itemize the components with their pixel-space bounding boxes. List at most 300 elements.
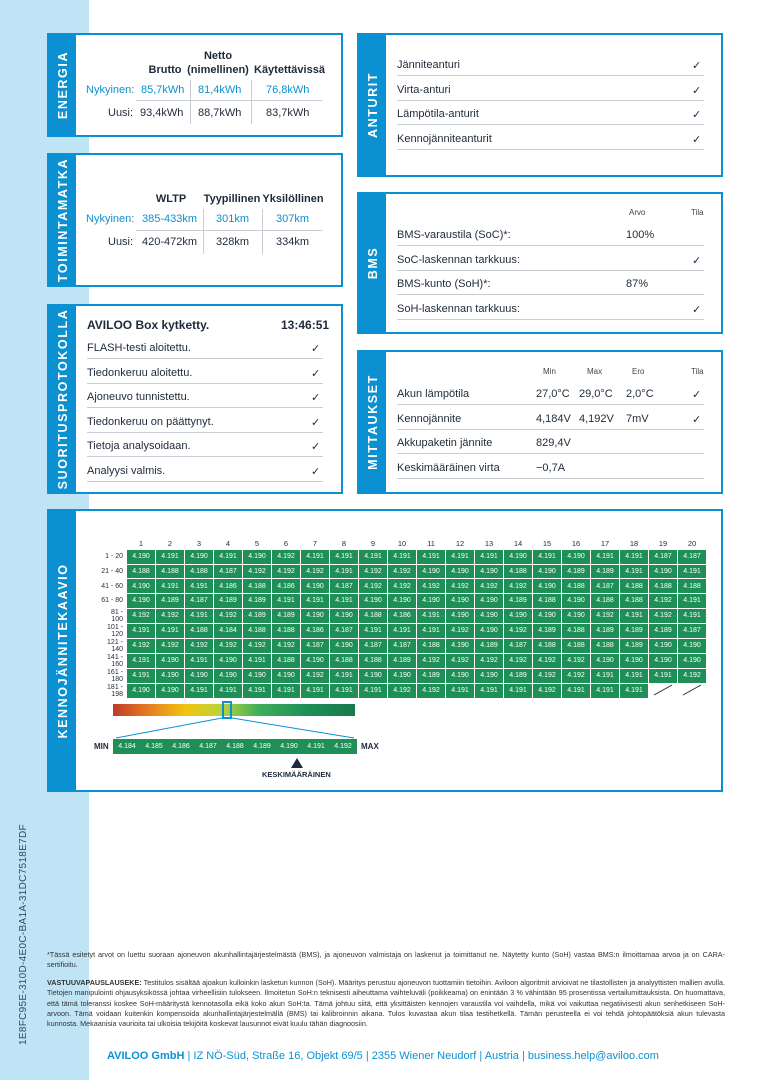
cell-voltage: 4.191 bbox=[359, 684, 387, 698]
cell-voltage: 4.190 bbox=[475, 609, 503, 623]
cell-voltage: 4.189 bbox=[243, 594, 271, 608]
grid-row-label: 61 - 80 bbox=[101, 597, 123, 605]
cell-voltage: 4.190 bbox=[562, 594, 590, 608]
cell-voltage: 4.191 bbox=[301, 550, 329, 564]
suoritus-item: Tietoja analysoidaan. bbox=[87, 440, 191, 453]
cell-voltage: 4.189 bbox=[649, 624, 677, 638]
legend-value: 4.191 bbox=[302, 739, 330, 754]
cell-voltage: 4.188 bbox=[127, 565, 155, 579]
cell-voltage: 4.192 bbox=[301, 669, 329, 683]
grid-row bbox=[98, 624, 706, 638]
empty-cell-icon bbox=[678, 684, 706, 698]
cell-voltage: 4.189 bbox=[620, 639, 648, 653]
bms-divider bbox=[397, 294, 704, 295]
cell-voltage: 4.192 bbox=[156, 639, 184, 653]
grid-column-header: 7 bbox=[312, 538, 318, 548]
cell-voltage: 4.189 bbox=[156, 594, 184, 608]
toimintamatka-vline-2 bbox=[262, 209, 263, 254]
grid-row bbox=[98, 579, 706, 593]
footer-sep-3: | bbox=[479, 1050, 485, 1062]
cell-voltage: 4.191 bbox=[127, 669, 155, 683]
mittaukset-divider bbox=[397, 478, 704, 479]
grid-row bbox=[98, 609, 706, 623]
cell-voltage: 4.191 bbox=[359, 550, 387, 564]
cell-voltage: 4.191 bbox=[620, 669, 648, 683]
toimintamatka-divider bbox=[136, 230, 322, 231]
anturit-divider bbox=[397, 75, 704, 76]
cell-voltage: 4.192 bbox=[359, 579, 387, 593]
cell-voltage: 4.192 bbox=[533, 669, 561, 683]
cell-voltage: 4.191 bbox=[388, 624, 416, 638]
cell-voltage: 4.190 bbox=[446, 669, 474, 683]
cell-voltage: 4.190 bbox=[678, 639, 706, 653]
cell-voltage: 4.188 bbox=[272, 654, 300, 668]
energia-col-netto-2: (nimellinen) bbox=[187, 64, 249, 76]
cell-voltage: 4.190 bbox=[649, 654, 677, 668]
cell-voltage: 4.190 bbox=[533, 579, 561, 593]
bms-tab bbox=[359, 194, 386, 332]
check-icon: ✓ bbox=[311, 367, 321, 380]
cell-voltage: 4.192 bbox=[388, 579, 416, 593]
cell-voltage: 4.191 bbox=[185, 654, 213, 668]
cell-voltage: 4.191 bbox=[620, 609, 648, 623]
cell-voltage: 4.191 bbox=[243, 654, 271, 668]
cell-voltage: 4.190 bbox=[417, 565, 445, 579]
grid-column-header: 1 bbox=[138, 538, 144, 548]
cell-voltage: 4.190 bbox=[562, 550, 590, 564]
mittaukset-row-min: 27,0°C bbox=[536, 388, 570, 400]
cell-voltage: 4.192 bbox=[272, 550, 300, 564]
suoritus-divider bbox=[87, 407, 323, 408]
grid-row bbox=[98, 669, 706, 683]
cell-voltage: 4.190 bbox=[446, 565, 474, 579]
suoritus-divider bbox=[87, 456, 323, 457]
cell-voltage: 4.190 bbox=[214, 654, 242, 668]
kenno-tab bbox=[49, 511, 76, 790]
kenno-title: KENNOJÄNNITEKAAVIO bbox=[55, 562, 70, 739]
toimintamatka-col-typ: Tyypillinen bbox=[203, 193, 261, 205]
cell-voltage: 4.188 bbox=[533, 639, 561, 653]
disclaimer-text: Testitulos sisältää ajoakun kulloinkin lasketun kunnon (SoH). Määritys perustuu ajoneuvon tuottamiin tietoihin. Aviloon algoritmit arvioivat ne tilastollisten ja analyyttisten mallien avulla. Tietojen manipulointi ohjausyksikössä johtaa virheellisiin tulokseen. Ilmoitetun SoH:n teknisesti aiheuttama vaihteluväli (poikkeama) on enintään 3 % vähintään 95 prosentissa vertailumittauksista. On huomattava, että tämä toleranssi koskee SoH-määritystä kennotasolla eikä koko akun SoH:ta. Tämä johtuu siitä, että yksittäisten kennojen varaustila voi vaihdella, mikä voi vaikuttaa negatiivisesti akun senhetkiseen SoH-arvoon. Tämä voidaan kuitenkin kompensoida akunhallintajärjestelmällä (BMS) tai kalibroinnin aikana. Tulos kuvastaa akun tilaa testihetkellä. Tämän perusteella ei voi tehdä johtopäätöksiä akun tulevasta kunnosta. Mekaanisia vaurioita tai ulkoisia tekijöitä koskevat lausunnot eivät kuulu tähän diagnoosiin. bbox=[47, 978, 725, 1029]
cell-voltage: 4.191 bbox=[127, 654, 155, 668]
cell-voltage: 4.190 bbox=[446, 609, 474, 623]
suoritus-item: Ajoneuvo tunnistettu. bbox=[87, 391, 190, 404]
bms-row-label: SoC-laskennan tarkkuus: bbox=[397, 253, 520, 266]
grid-column-header: 11 bbox=[427, 538, 435, 548]
cell-voltage: 4.192 bbox=[475, 654, 503, 668]
cell-voltage: 4.190 bbox=[185, 550, 213, 564]
cell-voltage: 4.189 bbox=[388, 654, 416, 668]
cell-voltage: 4.188 bbox=[359, 654, 387, 668]
cell-voltage: 4.190 bbox=[156, 669, 184, 683]
cell-voltage: 4.188 bbox=[243, 624, 271, 638]
grid-column-header: 14 bbox=[513, 538, 523, 548]
cell-voltage: 4.190 bbox=[156, 654, 184, 668]
cell-voltage: 4.191 bbox=[591, 669, 619, 683]
cell-voltage: 4.192 bbox=[272, 639, 300, 653]
legend-max-label: MAX bbox=[361, 742, 379, 751]
bms-col-tila: Tila bbox=[691, 208, 704, 217]
toimintamatka-row-current-label: Nykyinen: bbox=[86, 213, 135, 225]
cell-voltage: 4.191 bbox=[185, 579, 213, 593]
cell-voltage: 4.189 bbox=[243, 609, 271, 623]
check-icon: ✓ bbox=[311, 416, 321, 429]
toimintamatka-col-wltp: WLTP bbox=[155, 193, 187, 205]
energia-row-new-label: Uusi: bbox=[108, 107, 134, 119]
grid-column-header: 15 bbox=[542, 538, 552, 548]
cell-voltage: 4.191 bbox=[591, 684, 619, 698]
cell-voltage: 4.191 bbox=[330, 565, 358, 579]
grid-row-label: 181 - 198 bbox=[107, 683, 123, 698]
cell-voltage: 4.191 bbox=[591, 550, 619, 564]
cell-voltage: 4.191 bbox=[533, 550, 561, 564]
cell-voltage: 4.191 bbox=[417, 609, 445, 623]
cell-voltage: 4.192 bbox=[562, 654, 590, 668]
cell-voltage: 4.188 bbox=[272, 624, 300, 638]
grid-row bbox=[98, 565, 706, 579]
cell-voltage: 4.187 bbox=[359, 639, 387, 653]
bms-col-arvo: Arvo bbox=[629, 208, 646, 217]
cell-voltage: 4.187 bbox=[504, 639, 532, 653]
legend-value: 4.185 bbox=[140, 739, 168, 754]
cell-voltage: 4.187 bbox=[185, 594, 213, 608]
bms-divider bbox=[397, 245, 704, 246]
toimintamatka-new-typ: 328km bbox=[216, 236, 250, 248]
mittaukset-row-ero: 2,0°C bbox=[626, 388, 654, 400]
toimintamatka-vline-1 bbox=[203, 209, 204, 254]
grid-row bbox=[98, 550, 706, 564]
anturit-item: Jänniteanturi bbox=[397, 59, 460, 71]
cell-voltage: 4.191 bbox=[620, 684, 648, 698]
cell-voltage: 4.191 bbox=[504, 684, 532, 698]
cell-voltage: 4.191 bbox=[678, 609, 706, 623]
cell-voltage: 4.192 bbox=[417, 684, 445, 698]
cell-voltage: 4.190 bbox=[475, 624, 503, 638]
document-id: 1E8FC95E-310D-4E0C-BA1A-31DC7518E7DF bbox=[18, 824, 29, 1045]
check-icon: ✓ bbox=[692, 84, 702, 97]
footer-address: IZ NÖ-Süd, Straße 16, Objekt 69/5 bbox=[193, 1050, 363, 1062]
cell-voltage: 4.190 bbox=[127, 579, 155, 593]
energia-current-netto: 81,4kWh bbox=[198, 84, 242, 96]
check-icon: ✓ bbox=[692, 134, 702, 147]
mittaukset-divider bbox=[397, 404, 704, 405]
cell-voltage: 4.190 bbox=[243, 669, 271, 683]
grid-column-header: 10 bbox=[397, 538, 407, 548]
cell-voltage: 4.192 bbox=[388, 684, 416, 698]
cell-voltage: 4.187 bbox=[678, 624, 706, 638]
cell-voltage: 4.190 bbox=[388, 669, 416, 683]
grid-row-label: 1 - 20 bbox=[105, 553, 123, 561]
grid-column-header: 19 bbox=[658, 538, 668, 548]
mittaukset-divider bbox=[397, 429, 704, 430]
cell-voltage: 4.190 bbox=[156, 684, 184, 698]
cell-voltage: 4.190 bbox=[272, 669, 300, 683]
bms-row-value: 87% bbox=[626, 278, 649, 291]
cell-voltage: 4.190 bbox=[475, 594, 503, 608]
cell-voltage: 4.190 bbox=[446, 594, 474, 608]
cell-voltage: 4.191 bbox=[475, 550, 503, 564]
suoritus-tab bbox=[49, 306, 76, 492]
legend-value: 4.184 bbox=[113, 739, 141, 754]
cell-voltage: 4.190 bbox=[649, 639, 677, 653]
cell-voltage: 4.188 bbox=[185, 565, 213, 579]
mittaukset-col-ero: Ero bbox=[632, 367, 645, 376]
toimintamatka-current-wltp: 385-433km bbox=[142, 213, 198, 225]
grid-row-label: 141 - 160 bbox=[107, 653, 123, 668]
cell-voltage: 4.188 bbox=[243, 579, 271, 593]
cell-voltage: 4.190 bbox=[127, 550, 155, 564]
cell-voltage: 4.192 bbox=[591, 609, 619, 623]
cell-voltage: 4.192 bbox=[156, 609, 184, 623]
cell-voltage: 4.190 bbox=[214, 669, 242, 683]
cell-voltage: 4.190 bbox=[301, 609, 329, 623]
anturit-tab bbox=[359, 35, 386, 175]
cell-voltage: 4.191 bbox=[446, 684, 474, 698]
cell-voltage: 4.192 bbox=[504, 579, 532, 593]
footer-sep-2: | bbox=[365, 1050, 372, 1062]
disclaimer-title: VASTUUVAPAUSLAUSEKE: bbox=[47, 978, 142, 987]
cell-voltage: 4.188 bbox=[359, 609, 387, 623]
check-icon: ✓ bbox=[311, 392, 321, 405]
cell-voltage: 4.192 bbox=[359, 565, 387, 579]
voltage-gradient-bar bbox=[113, 704, 355, 716]
cell-voltage: 4.192 bbox=[649, 609, 677, 623]
cell-voltage: 4.190 bbox=[127, 594, 155, 608]
legend-value: 4.186 bbox=[167, 739, 195, 754]
energia-row-current-label: Nykyinen: bbox=[86, 84, 135, 96]
anturit-title: ANTURIT bbox=[365, 71, 380, 139]
check-icon: ✓ bbox=[692, 389, 702, 401]
bms-divider bbox=[397, 319, 704, 320]
grid-header-row bbox=[98, 537, 706, 549]
cell-voltage: 4.189 bbox=[591, 624, 619, 638]
cell-voltage: 4.191 bbox=[272, 684, 300, 698]
cell-voltage: 4.192 bbox=[301, 565, 329, 579]
mittaukset-row-max: 29,0°C bbox=[579, 388, 613, 400]
suoritus-item: Tiedonkeruu aloitettu. bbox=[87, 366, 193, 379]
grid-row bbox=[98, 594, 706, 608]
cell-voltage: 4.189 bbox=[417, 669, 445, 683]
grid-column-header: 18 bbox=[629, 538, 639, 548]
anturit-divider bbox=[397, 124, 704, 125]
cell-voltage: 4.191 bbox=[446, 550, 474, 564]
anturit-item: Virta-anturi bbox=[397, 83, 451, 96]
cell-voltage: 4.188 bbox=[591, 594, 619, 608]
cell-voltage: 4.190 bbox=[504, 550, 532, 564]
cell-voltage-grid bbox=[97, 536, 707, 699]
grid-column-header: 12 bbox=[455, 538, 465, 548]
check-icon: ✓ bbox=[692, 60, 702, 72]
cell-voltage: 4.192 bbox=[243, 565, 271, 579]
bms-row-value: 100% bbox=[626, 229, 655, 241]
cell-voltage: 4.187 bbox=[388, 639, 416, 653]
suoritus-item: Analyysi valmis. bbox=[87, 465, 166, 477]
grid-row-label: 161 - 180 bbox=[107, 668, 123, 683]
energia-col-netto-1: Netto bbox=[203, 50, 233, 62]
anturit-divider bbox=[397, 149, 704, 150]
energia-col-kaytettavissa: Käytettävissä bbox=[254, 64, 325, 76]
footer-sep-4: | bbox=[522, 1050, 528, 1062]
cell-voltage: 4.190 bbox=[620, 654, 648, 668]
cell-voltage: 4.192 bbox=[417, 654, 445, 668]
legend-value: 4.187 bbox=[194, 739, 222, 754]
suoritus-divider bbox=[87, 383, 323, 384]
cell-voltage: 4.188 bbox=[417, 639, 445, 653]
toimintamatka-current-typ: 301km bbox=[216, 213, 250, 225]
cell-voltage: 4.192 bbox=[446, 579, 474, 593]
cell-voltage: 4.188 bbox=[591, 639, 619, 653]
cell-voltage: 4.192 bbox=[533, 654, 561, 668]
cell-voltage: 4.192 bbox=[185, 639, 213, 653]
toimintamatka-row-new-label: Uusi: bbox=[108, 236, 134, 248]
average-marker-icon bbox=[291, 758, 303, 768]
cell-voltage: 4.187 bbox=[214, 565, 242, 579]
cell-voltage: 4.187 bbox=[678, 550, 706, 564]
suoritus-divider bbox=[87, 432, 323, 433]
cell-voltage: 4.189 bbox=[620, 624, 648, 638]
cell-voltage: 4.190 bbox=[475, 669, 503, 683]
cell-voltage: 4.192 bbox=[243, 639, 271, 653]
mittaukset-row-max: 4,192V bbox=[579, 412, 614, 425]
cell-voltage: 4.191 bbox=[678, 565, 706, 579]
grid-column-header: 6 bbox=[283, 538, 289, 548]
cell-voltage: 4.190 bbox=[446, 639, 474, 653]
cell-voltage: 4.192 bbox=[388, 565, 416, 579]
cell-voltage: 4.189 bbox=[272, 609, 300, 623]
grid-row-label: 41 - 60 bbox=[101, 582, 123, 590]
cell-voltage: 4.190 bbox=[359, 669, 387, 683]
energia-current-brutto: 85,7kWh bbox=[141, 84, 185, 96]
cell-voltage: 4.191 bbox=[678, 594, 706, 608]
cell-voltage: 4.191 bbox=[156, 624, 184, 638]
footer-country: Austria bbox=[484, 1050, 519, 1062]
cell-voltage: 4.187 bbox=[591, 579, 619, 593]
cell-voltage: 4.191 bbox=[214, 684, 242, 698]
mittaukset-title: MITTAUKSET bbox=[365, 374, 380, 470]
cell-voltage: 4.190 bbox=[185, 669, 213, 683]
footnote: *Tässä esitetyt arvot on luettu suoraan ajoneuvon akunhallintajärjestelmästä (BMS), ja ajoneuvon valmistaja on laskenut ja toimittanut ne. Näytetty kunto (SoH) vastaa BMS:n ilmoittamaa arvoa ja on CARA-sertifioitu. bbox=[47, 950, 725, 970]
footer-sep-1: | bbox=[187, 1050, 194, 1062]
cell-voltage: 4.192 bbox=[446, 654, 474, 668]
cell-voltage: 4.188 bbox=[562, 624, 590, 638]
cell-voltage: 4.188 bbox=[185, 624, 213, 638]
cell-voltage: 4.192 bbox=[127, 639, 155, 653]
energia-new-brutto: 93,4kWh bbox=[140, 107, 184, 119]
mittaukset-divider bbox=[397, 453, 704, 454]
mittaukset-row-min: −0,7A bbox=[536, 461, 566, 474]
energia-new-netto: 88,7kWh bbox=[198, 107, 242, 119]
cell-voltage: 4.190 bbox=[504, 609, 532, 623]
legend-connector bbox=[110, 716, 360, 740]
mittaukset-tab bbox=[359, 352, 386, 492]
grid-column-header: 13 bbox=[484, 538, 494, 548]
cell-voltage: 4.186 bbox=[388, 609, 416, 623]
mittaukset-row-min: 829,4V bbox=[536, 437, 571, 450]
cell-voltage: 4.191 bbox=[359, 624, 387, 638]
cell-voltage: 4.189 bbox=[504, 594, 532, 608]
cell-voltage: 4.191 bbox=[214, 550, 242, 564]
cell-voltage: 4.191 bbox=[301, 684, 329, 698]
cell-voltage: 4.190 bbox=[388, 594, 416, 608]
cell-voltage: 4.191 bbox=[301, 594, 329, 608]
cell-voltage: 4.190 bbox=[591, 654, 619, 668]
cell-voltage: 4.189 bbox=[504, 669, 532, 683]
cell-voltage: 4.191 bbox=[330, 550, 358, 564]
cell-voltage: 4.191 bbox=[475, 684, 503, 698]
cell-voltage: 4.191 bbox=[417, 624, 445, 638]
cell-voltage: 4.192 bbox=[272, 565, 300, 579]
cell-voltage: 4.188 bbox=[504, 565, 532, 579]
check-icon: ✓ bbox=[692, 304, 702, 317]
grid-row-label: 21 - 40 bbox=[101, 568, 123, 576]
mittaukset-row-label: Kennojännite bbox=[397, 412, 462, 425]
cell-voltage: 4.186 bbox=[272, 579, 300, 593]
cell-voltage: 4.191 bbox=[330, 594, 358, 608]
cell-voltage: 4.190 bbox=[475, 565, 503, 579]
bms-row-label: BMS-varaustila (SoC)*: bbox=[397, 229, 511, 241]
mittaukset-row-label: Keskimääräinen virta bbox=[397, 461, 500, 474]
cell-voltage: 4.190 bbox=[127, 684, 155, 698]
mittaukset-col-max: Max bbox=[587, 367, 603, 376]
cell-voltage: 4.188 bbox=[678, 579, 706, 593]
bms-row-label: BMS-kunto (SoH)*: bbox=[397, 278, 491, 291]
energia-col-brutto: Brutto bbox=[148, 64, 182, 76]
cell-voltage: 4.192 bbox=[678, 669, 706, 683]
cell-voltage: 4.188 bbox=[562, 639, 590, 653]
anturit-divider bbox=[397, 100, 704, 101]
check-icon: ✓ bbox=[311, 343, 321, 355]
disclaimer bbox=[47, 978, 725, 1029]
grid-column-header: 20 bbox=[687, 538, 697, 548]
cell-voltage: 4.189 bbox=[214, 594, 242, 608]
grid-row-label: 121 - 140 bbox=[107, 638, 123, 653]
cell-voltage: 4.192 bbox=[127, 609, 155, 623]
grid-column-header: 4 bbox=[225, 538, 231, 548]
cell-voltage: 4.187 bbox=[330, 579, 358, 593]
cell-voltage: 4.191 bbox=[620, 565, 648, 579]
cell-voltage: 4.192 bbox=[562, 669, 590, 683]
footer-email[interactable]: business.help@aviloo.com bbox=[527, 1050, 659, 1062]
check-icon: ✓ bbox=[311, 466, 321, 478]
cell-voltage: 4.191 bbox=[156, 550, 184, 564]
mittaukset-col-tila: Tila bbox=[691, 367, 704, 376]
footer bbox=[107, 1050, 659, 1062]
cell-voltage: 4.188 bbox=[156, 565, 184, 579]
suoritus-item: FLASH-testi aloitettu. bbox=[87, 342, 191, 354]
grid-column-header: 8 bbox=[341, 538, 347, 548]
energia-new-kaytettavissa: 83,7kWh bbox=[266, 107, 310, 119]
cell-voltage: 4.191 bbox=[185, 609, 213, 623]
grid-row-label: 101 - 120 bbox=[107, 623, 123, 638]
cell-voltage: 4.191 bbox=[330, 669, 358, 683]
grid-row bbox=[98, 639, 706, 653]
cell-voltage: 4.190 bbox=[330, 639, 358, 653]
cell-voltage: 4.191 bbox=[330, 684, 358, 698]
cell-voltage: 4.189 bbox=[591, 565, 619, 579]
grid-row-label: 81 - 100 bbox=[110, 608, 123, 623]
anturit-item: Lämpötila-anturit bbox=[397, 108, 479, 121]
cell-voltage: 4.190 bbox=[533, 565, 561, 579]
toimintamatka-current-yks: 307km bbox=[276, 213, 310, 225]
cell-voltage: 4.189 bbox=[562, 565, 590, 579]
grid-row bbox=[98, 684, 706, 698]
cell-voltage: 4.188 bbox=[330, 654, 358, 668]
grid-column-header: 5 bbox=[254, 538, 260, 548]
cell-voltage: 4.191 bbox=[185, 684, 213, 698]
energia-title: ENERGIA bbox=[55, 50, 70, 120]
cell-voltage: 4.192 bbox=[475, 579, 503, 593]
legend-value: 4.189 bbox=[248, 739, 276, 754]
